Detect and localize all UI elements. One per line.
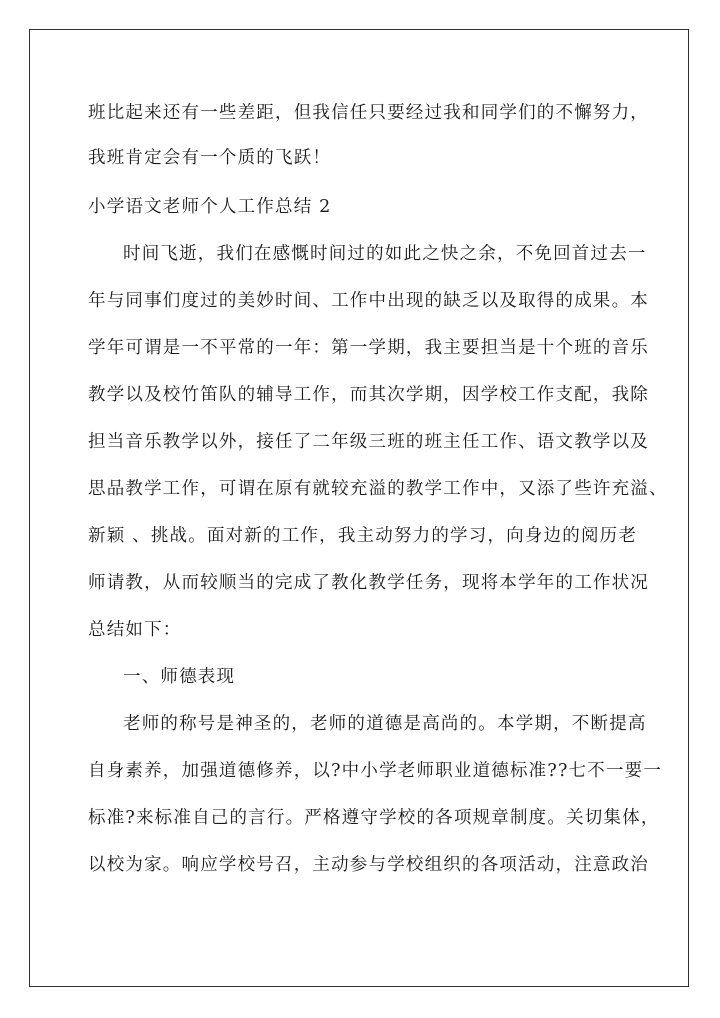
page-border [29, 29, 689, 987]
text-line: 思品教学工作，可谓在原有就较充溢的教学工作中，又添了些许充溢、 [88, 479, 668, 499]
text-line: 教学以及校竹笛队的辅导工作，而其次学期，因学校工作支配，我除 [88, 385, 649, 405]
text-line: 班比起来还有一些差距，但我信任只要经过我和同学们的不懈努力， [88, 103, 649, 123]
paragraph-start-line: 时间飞逝，我们在感慨时间过的如此之快之余，不免回首过去一 [123, 244, 647, 264]
text-line: 担当音乐教学以外，接任了二年级三班的班主任工作、语文教学以及 [88, 432, 649, 452]
text-line: 标准?来标准自己的言行。严格遵守学校的各项规章制度。关切集体， [88, 808, 660, 828]
paragraph-start-line: 老师的称号是神圣的，老师的道德是高尚的。本学期，不断提高 [123, 714, 647, 734]
text-line: 以校为家。响应学校号召，主动参与学校组织的各项活动，注意政治 [88, 855, 649, 875]
text-line: 我班肯定会有一个质的飞跃！ [88, 148, 332, 168]
text-line: 总结如下： [88, 620, 182, 640]
text-line: 年与同事们度过的美妙时间、工作中出现的缺乏以及取得的成果。本 [88, 291, 649, 311]
text-line: 新颖 、挑战。面对新的工作，我主动努力的学习，向身边的阅历老 [88, 526, 638, 546]
text-line: 师请教，从而较顺当的完成了教化教学任务，现将本学年的工作状况 [88, 573, 649, 593]
section-heading: 一、师德表现 [123, 667, 236, 687]
section-title: 小学语文老师个人工作总结 2 [88, 197, 332, 217]
text-line: 学年可谓是一不平常的一年：第一学期，我主要担当是十个班的音乐 [88, 338, 649, 358]
text-line: 自身素养，加强道德修养，以?中小学老师职业道德标准??七不一要一 [88, 761, 663, 781]
